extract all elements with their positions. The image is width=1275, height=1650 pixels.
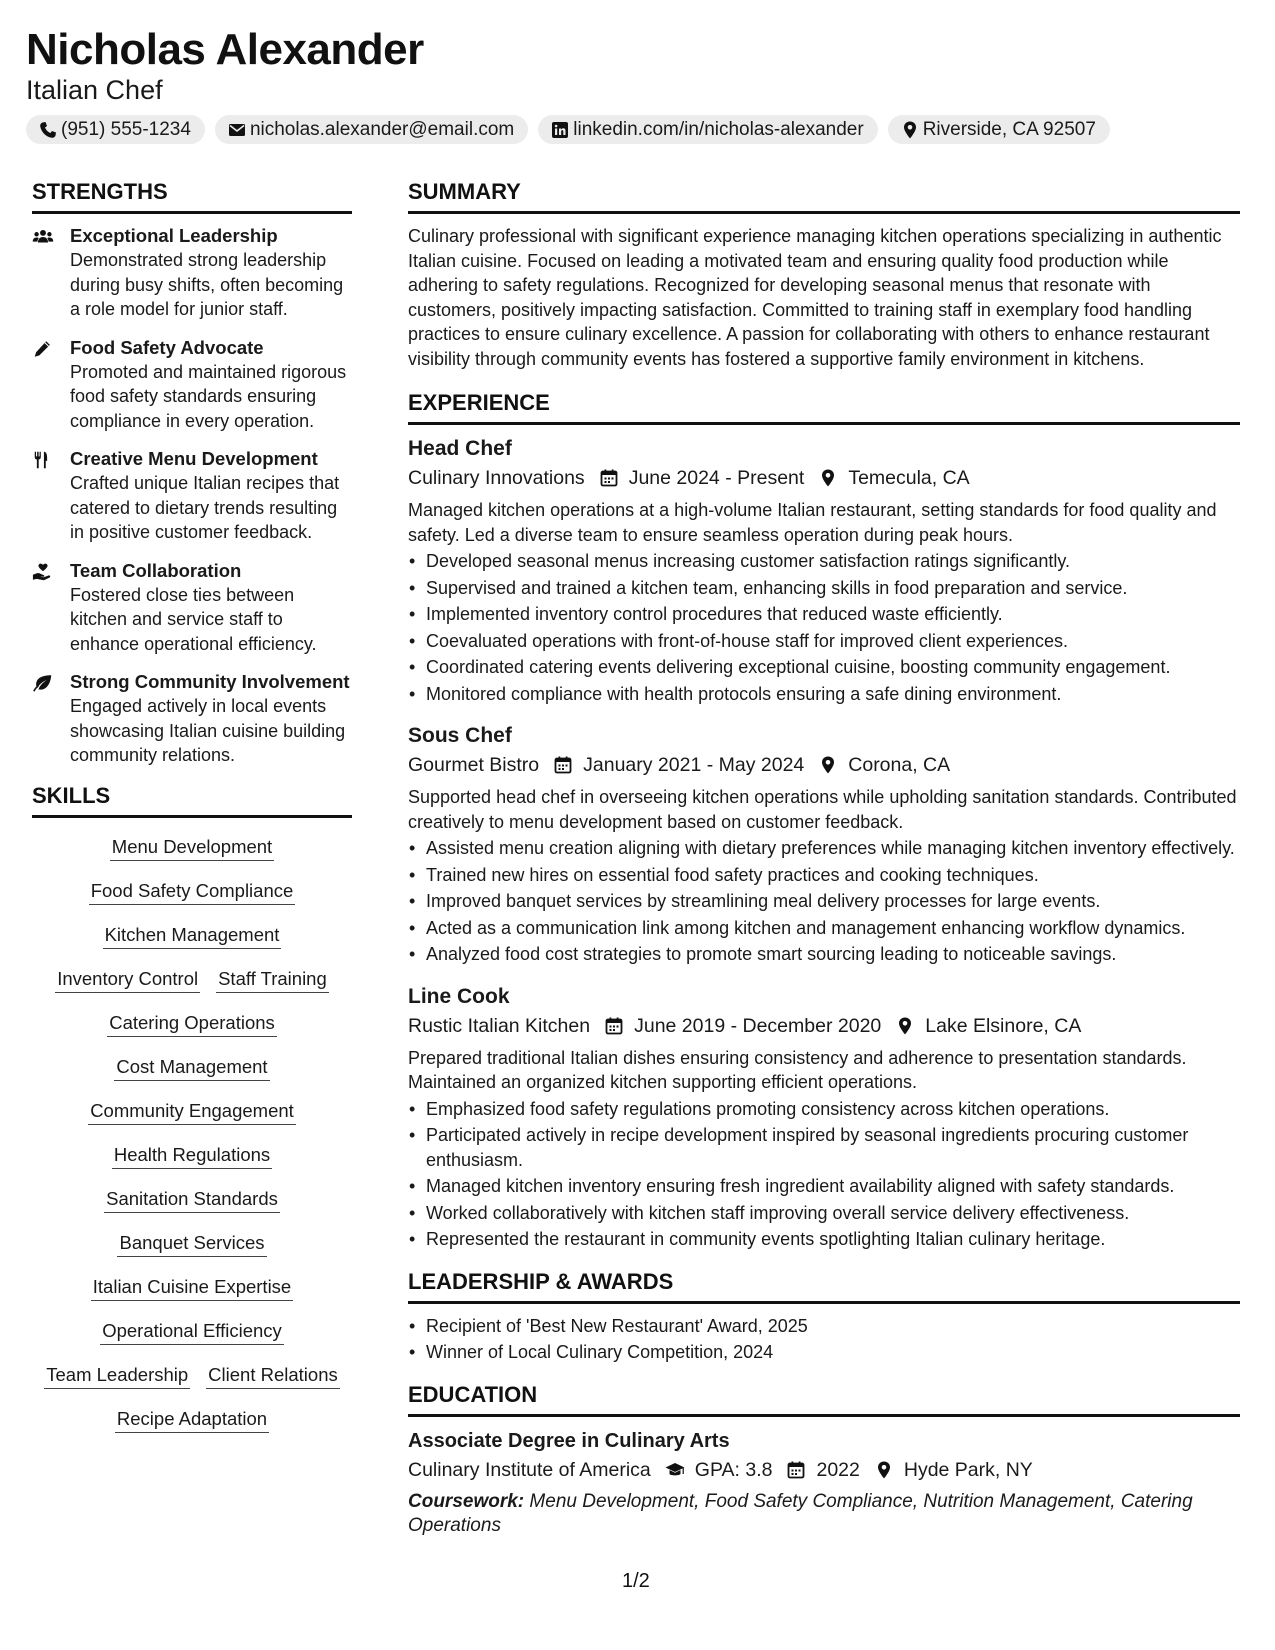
- skill-tag: Catering Operations: [107, 1010, 277, 1037]
- job-bullet: • Improved banquet services by streamlining meal delivery processes for large events.: [408, 889, 1240, 914]
- graduation-cap-icon: [665, 1460, 685, 1480]
- job-bullets: [408, 1097, 1240, 1252]
- job-meta: [408, 463, 1240, 493]
- summary-text: Culinary professional with significant experience managing kitchen operations specializing in authentic Italian cuisine. Focused on leading a motivated team and ensuring quality food production while adhering to safety regulations. Recognized for developing seasonal menus that resonate with customers, positively impacting satisfaction. Committed to training staff in exemplary food handling practices to ensure culinary excellence. A passion for collaborating with others to enhance restaurant visibility through community events has fostered a supportive family environment in kitchens.: [408, 226, 1222, 369]
- skill-row: [112, 1142, 272, 1169]
- degree-title: Associate Degree in Culinary Arts: [408, 1429, 730, 1452]
- hand-holding-heart-icon: [32, 559, 70, 657]
- strengths-heading: STRENGTHS: [32, 178, 352, 214]
- skill-tag: Client Relations: [206, 1362, 340, 1389]
- skill-tag: Inventory Control: [55, 966, 200, 993]
- strength-description: Engaged actively in local events showcasing Italian cuisine building community relations.: [70, 696, 346, 765]
- linkedin-icon: [550, 120, 570, 140]
- education-year: 2022: [816, 1458, 860, 1481]
- calendar-icon: [599, 468, 619, 488]
- map-pin-icon: [818, 468, 838, 488]
- award-item: • Winner of Local Culinary Competition, 2024: [408, 1340, 1240, 1365]
- job-bullet: • Emphasized food safety regulations promoting consistency across kitchen operations.: [408, 1097, 1240, 1122]
- awards-heading: LEADERSHIP & AWARDS: [408, 1268, 1240, 1304]
- contact-bar: [26, 115, 1246, 144]
- job-bullet: • Analyzed food cost strategies to promote smart sourcing leading to noticeable savings.: [408, 942, 1240, 967]
- job-bullet: • Acted as a communication link among kitchen and management enhancing workflow dynamics.: [408, 916, 1240, 941]
- skill-row: [89, 878, 296, 905]
- job-description: Managed kitchen operations at a high-volume Italian restaurant, setting standards for food quality and safety. Led a diverse team to ensure seamless operation during peak hours.: [408, 500, 1217, 545]
- skill-row: [88, 1098, 296, 1125]
- map-pin-icon: [900, 120, 920, 140]
- job-description: Supported head chef in overseeing kitchen operations while upholding sanitation standards. Contributed creatively to menu development based on customer feedback.: [408, 787, 1237, 832]
- skill-tag: Health Regulations: [112, 1142, 272, 1169]
- job-bullet: • Represented the restaurant in community events spotlighting Italian culinary heritage.: [408, 1227, 1240, 1252]
- contact-phone[interactable]: [26, 115, 205, 144]
- job-title: Line Cook: [408, 984, 510, 1008]
- skill-tag: Menu Development: [110, 834, 274, 861]
- contact-phone-text: (951) 555-1234: [61, 118, 191, 140]
- strength-title: Food Safety Advocate: [70, 336, 264, 358]
- strength-title: Exceptional Leadership: [70, 225, 278, 246]
- job-bullet: • Worked collaboratively with kitchen staff improving overall service delivery effectiveness.: [408, 1201, 1240, 1226]
- strength-title: Creative Menu Development: [70, 448, 318, 469]
- strength-item: [32, 559, 352, 657]
- job-bullet: • Supervised and trained a kitchen team, enhancing skills in food preparation and service.: [408, 576, 1240, 601]
- skill-row: [115, 1406, 269, 1433]
- contact-email-text: nicholas.alexander@email.com: [249, 118, 515, 140]
- skill-tag: Food Safety Compliance: [89, 878, 296, 905]
- skill-tag: Banquet Services: [117, 1230, 266, 1257]
- education-location: Hyde Park, NY: [903, 1458, 1033, 1481]
- skill-row: [100, 1318, 284, 1345]
- skill-tag: Kitchen Management: [103, 922, 282, 949]
- award-item: • Recipient of 'Best New Restaurant' Award, 2025: [408, 1314, 1240, 1339]
- coursework-label: Coursework:: [408, 1490, 525, 1512]
- skill-row: [114, 1054, 269, 1081]
- job-dates: June 2024 - Present: [628, 467, 805, 489]
- job-dates: June 2019 - December 2020: [634, 1014, 882, 1037]
- strength-description: Promoted and maintained rigorous food safety standards ensuring compliance in every operation.: [70, 361, 347, 431]
- right-column: [408, 178, 1240, 1539]
- job-meta: [408, 750, 1240, 780]
- job-dates: January 2021 - May 2024: [583, 754, 805, 776]
- skill-row: [104, 1186, 280, 1213]
- job-company: Rustic Italian Kitchen: [408, 1014, 591, 1037]
- strength-item: [32, 670, 352, 768]
- skills-list: [32, 828, 352, 1450]
- calendar-icon: [604, 1016, 624, 1036]
- job-bullet: • Managed kitchen inventory ensuring fresh ingredient availability aligned with safety standards.: [408, 1174, 1240, 1199]
- job-bullet: • Developed seasonal menus increasing customer satisfaction ratings significantly.: [408, 549, 1240, 574]
- experience-entry: [408, 722, 1240, 967]
- job-bullets: [408, 549, 1240, 706]
- resume-header: [26, 24, 1246, 144]
- calendar-icon: [786, 1460, 806, 1480]
- strength-description: Fostered close ties between kitchen and service staff to enhance operational efficiency.: [70, 584, 317, 654]
- contact-location-text: Riverside, CA 92507: [922, 118, 1096, 140]
- job-bullet: • Coevaluated operations with front-of-house staff for improved client experiences.: [408, 629, 1240, 654]
- education-gpa: GPA: 3.8: [694, 1458, 773, 1481]
- coursework-list: Menu Development, Food Safety Compliance, Nutrition Management, Catering Operations: [408, 1490, 1193, 1536]
- skill-row: [44, 1362, 340, 1389]
- skill-row: [110, 834, 274, 861]
- map-pin-icon: [874, 1460, 894, 1480]
- strength-item: [32, 224, 352, 322]
- skill-tag: Recipe Adaptation: [115, 1406, 269, 1433]
- job-title: Sous Chef: [408, 724, 512, 747]
- page-indicator: 1/2: [622, 1570, 650, 1592]
- job-bullet: • Participated actively in recipe development inspired by seasonal ingredients procuring customer enthusiasm.: [408, 1123, 1240, 1172]
- coursework: [408, 1490, 1240, 1539]
- experience-entry: [408, 983, 1240, 1252]
- phone-icon: [38, 120, 58, 140]
- job-bullet: • Monitored compliance with health protocols ensuring a safe dining environment.: [408, 682, 1240, 707]
- job-bullet: • Assisted menu creation aligning with dietary preferences while managing kitchen inventory effectively.: [408, 836, 1240, 861]
- experience-heading: EXPERIENCE: [408, 389, 1240, 425]
- skill-row: [117, 1230, 266, 1257]
- strength-item: [32, 336, 352, 434]
- contact-linkedin-text: linkedin.com/in/nicholas-alexander: [573, 118, 864, 140]
- strength-item: [32, 447, 352, 545]
- envelope-icon: [227, 120, 247, 140]
- left-column: [32, 178, 352, 1450]
- skill-tag: Community Engagement: [88, 1098, 296, 1125]
- experience-entry: [408, 435, 1240, 706]
- contact-linkedin[interactable]: [538, 115, 877, 144]
- job-description: Prepared traditional Italian dishes ensuring consistency and adherence to presentation standards. Maintained an organized kitchen supporting efficient operations.: [408, 1047, 1187, 1092]
- job-location: Lake Elsinore, CA: [925, 1014, 1082, 1037]
- pencil-icon: [32, 336, 70, 434]
- strength-description: Demonstrated strong leadership during busy shifts, often becoming a role model for junior staff.: [70, 250, 344, 319]
- job-location: Temecula, CA: [848, 467, 970, 489]
- users-icon: [32, 224, 70, 322]
- education-heading: EDUCATION: [408, 1381, 1240, 1417]
- map-pin-icon: [895, 1016, 915, 1036]
- job-bullet: • Implemented inventory control procedures that reduced waste efficiently.: [408, 602, 1240, 627]
- skill-tag: Team Leadership: [44, 1362, 190, 1389]
- skill-tag: Cost Management: [114, 1054, 269, 1081]
- strength-title: Strong Community Involvement: [70, 671, 350, 692]
- candidate-name: Nicholas Alexander: [26, 25, 424, 74]
- skill-row: [55, 966, 329, 993]
- school-name: Culinary Institute of America: [408, 1458, 651, 1481]
- leaf-icon: [32, 670, 70, 768]
- contact-location[interactable]: [888, 115, 1110, 144]
- education-meta: [408, 1455, 1240, 1485]
- job-location: Corona, CA: [848, 754, 951, 776]
- awards-list: [408, 1314, 1240, 1365]
- strength-description: Crafted unique Italian recipes that catered to dietary trends resulting in positive customer feedback.: [70, 473, 340, 542]
- job-bullets: [408, 836, 1240, 967]
- candidate-title: Italian Chef: [26, 75, 163, 105]
- job-bullet: • Trained new hires on essential food safety practices and cooking techniques.: [408, 863, 1240, 888]
- summary-heading: SUMMARY: [408, 178, 1240, 214]
- skill-tag: Staff Training: [216, 966, 329, 993]
- skill-tag: Sanitation Standards: [104, 1186, 280, 1213]
- skills-heading: SKILLS: [32, 782, 352, 818]
- skill-row: [103, 922, 282, 949]
- job-company: Gourmet Bistro: [408, 754, 540, 776]
- skill-tag: Italian Cuisine Expertise: [91, 1274, 293, 1301]
- utensils-icon: [32, 447, 70, 545]
- map-pin-icon: [818, 755, 838, 775]
- job-bullet: • Coordinated catering events delivering exceptional cuisine, boosting community engagement.: [408, 655, 1240, 680]
- skill-row: [91, 1274, 293, 1301]
- skill-tag: Operational Efficiency: [100, 1318, 284, 1345]
- strength-title: Team Collaboration: [70, 559, 242, 581]
- skill-row: [107, 1010, 277, 1037]
- job-company: Culinary Innovations: [408, 467, 585, 489]
- contact-email[interactable]: [215, 115, 528, 144]
- calendar-icon: [553, 755, 573, 775]
- job-title: Head Chef: [408, 437, 512, 460]
- job-meta: [408, 1011, 1240, 1041]
